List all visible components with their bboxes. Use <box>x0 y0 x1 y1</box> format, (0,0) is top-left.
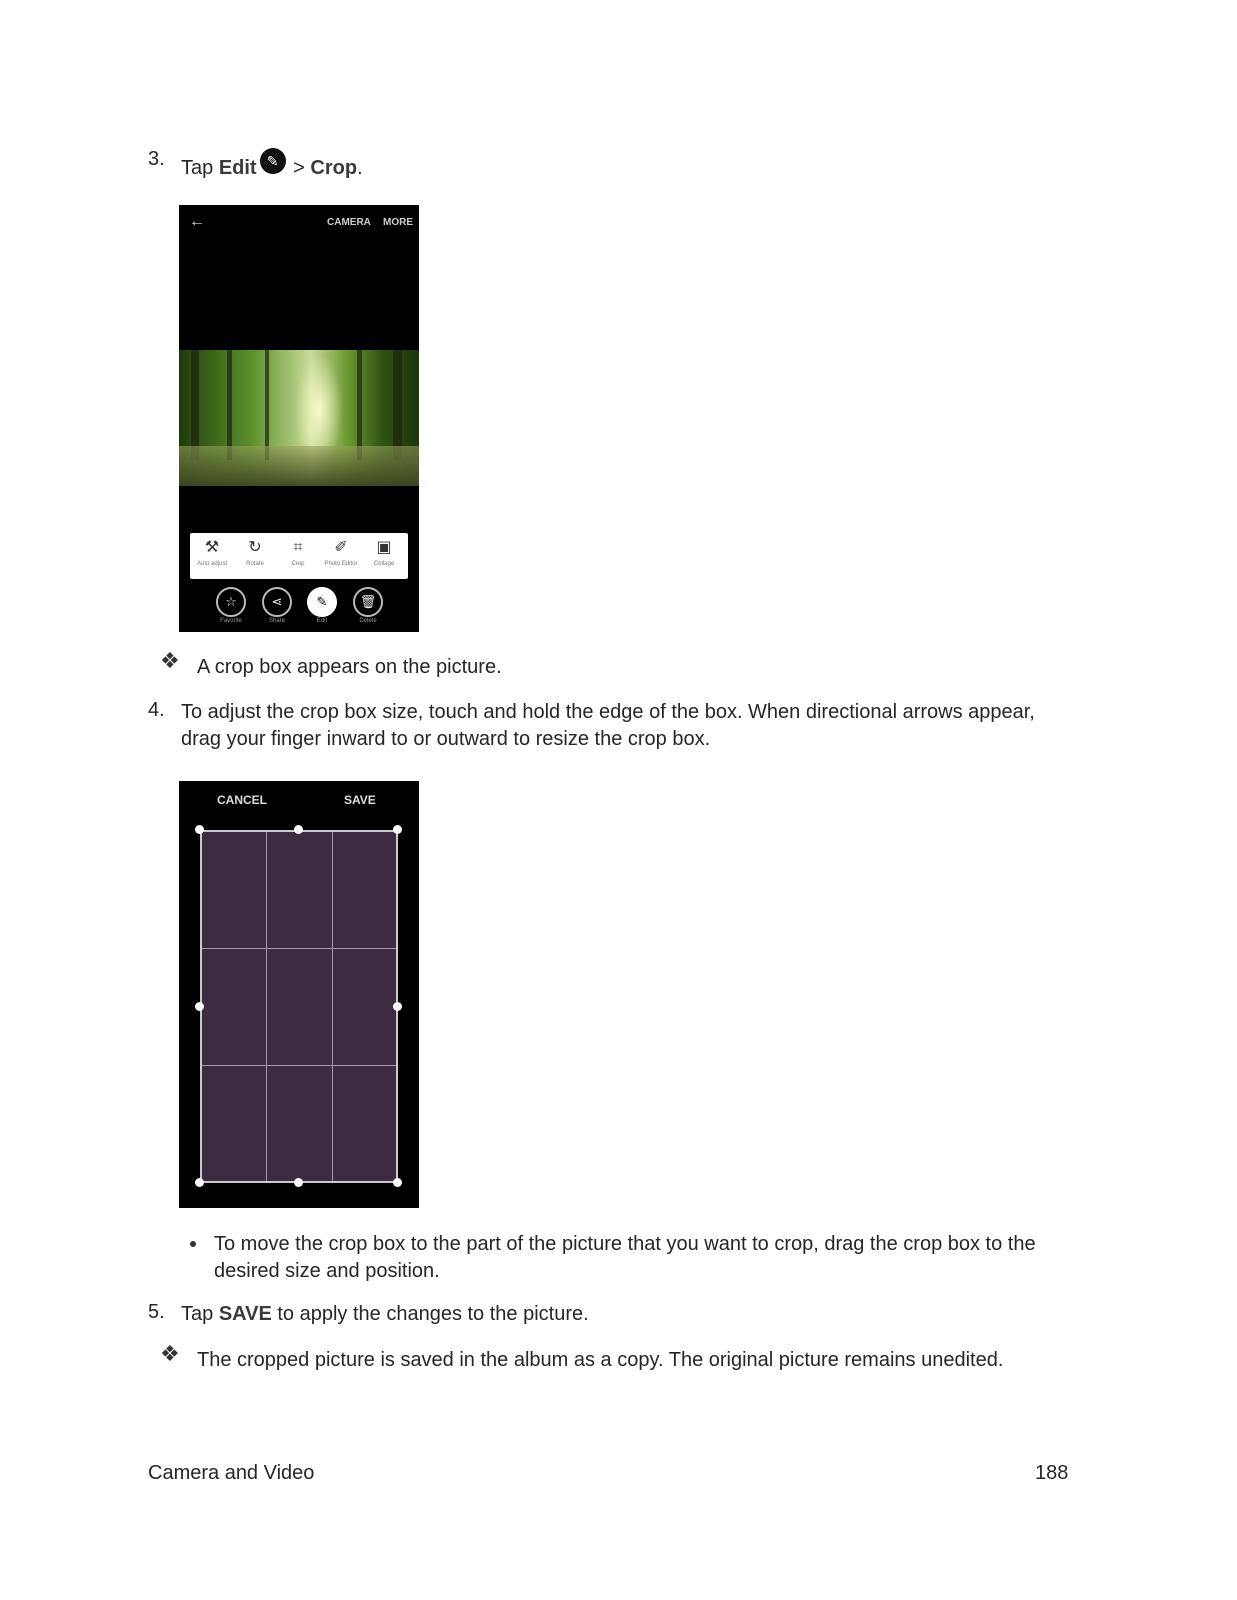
step-tap-word: Tap <box>181 1303 214 1325</box>
gallery-screenshot <box>179 205 419 632</box>
crop-handle-left[interactable] <box>195 1002 204 1011</box>
bullet-line: desired size and position. <box>214 1260 440 1282</box>
step-number: 4. <box>148 699 165 721</box>
tool-label: Crop <box>291 561 305 567</box>
tool-label: Rotate <box>246 561 264 567</box>
step-text <box>181 1301 1081 1328</box>
diamond-bullet-icon: ❖ <box>160 1341 180 1366</box>
crop-box[interactable] <box>200 830 398 1183</box>
note-text: A crop box appears on the picture. <box>197 656 502 678</box>
tool-photo-editor[interactable] <box>319 537 363 569</box>
bullet-dot <box>190 1241 196 1247</box>
forest-photo <box>179 350 419 486</box>
diamond-bullet-icon: ❖ <box>160 648 180 673</box>
rotate-icon: ↻ <box>248 539 262 556</box>
camera-button[interactable]: CAMERA <box>327 217 371 228</box>
crop-handle-bottom-left[interactable] <box>195 1178 204 1187</box>
delete-label: Delete <box>359 618 377 624</box>
tool-auto-adjust[interactable] <box>190 537 234 569</box>
cancel-button[interactable]: CANCEL <box>217 793 267 807</box>
magic-wand-icon: ⚒ <box>204 539 220 556</box>
save-button[interactable]: SAVE <box>344 793 376 807</box>
step-text <box>181 699 1081 753</box>
period: . <box>357 157 363 179</box>
crop-label: Crop <box>310 157 358 179</box>
edit-label: Edit <box>218 157 257 179</box>
step-rest: to apply the changes to the picture. <box>277 1303 589 1325</box>
crop-handle-top[interactable] <box>294 825 303 834</box>
step-line: To adjust the crop box size, touch and hold the edge of the box. When directional arrows appear, <box>181 701 1035 723</box>
delete-trash-icon[interactable]: 🗑 <box>353 587 383 617</box>
separator: > <box>293 157 305 179</box>
edit-toolbar <box>190 533 408 579</box>
crop-screenshot <box>179 781 419 1208</box>
crop-icon: ⌗ <box>293 539 303 556</box>
tool-label: Photo Editor <box>324 561 358 567</box>
footer-section: Camera and Video <box>148 1462 315 1484</box>
edit-pencil-icon: ✎ <box>260 148 286 174</box>
crop-handle-top-left[interactable] <box>195 825 204 834</box>
crop-handle-bottom-right[interactable] <box>393 1178 402 1187</box>
tool-label: Auto adjust <box>196 561 228 567</box>
favorite-star-icon[interactable]: ☆ <box>216 587 246 617</box>
edit-label: Edit <box>316 618 328 624</box>
favorite-label: Favorite <box>220 618 242 624</box>
step-text <box>181 148 1081 182</box>
share-icon[interactable]: ⋖ <box>262 587 292 617</box>
share-label: Share <box>268 618 285 624</box>
tool-rotate[interactable] <box>233 537 277 569</box>
photo-editor-icon: ✐ <box>334 539 348 556</box>
back-arrow-icon[interactable]: ← <box>189 213 205 230</box>
tool-label: Collage <box>373 561 395 567</box>
step-line: drag your finger inward to or outward to resize the crop box. <box>181 728 711 750</box>
bullet-line: To move the crop box to the part of the picture that you want to crop, drag the crop box to the <box>214 1233 1036 1255</box>
step-tap-word: Tap <box>181 157 214 179</box>
save-label: SAVE <box>218 1303 272 1325</box>
tool-collage[interactable] <box>362 537 406 569</box>
tool-crop[interactable] <box>276 537 320 569</box>
bullet-text <box>214 1231 1094 1285</box>
crop-handle-top-right[interactable] <box>393 825 402 834</box>
note-text: The cropped picture is saved in the album as a copy. The original picture remains unedited. <box>197 1349 1004 1371</box>
step-number: 3. <box>148 148 165 170</box>
collage-icon: ▣ <box>376 539 392 556</box>
step-number: 5. <box>148 1301 165 1323</box>
crop-handle-bottom[interactable] <box>294 1178 303 1187</box>
more-button[interactable]: MORE <box>383 217 413 228</box>
edit-pencil-icon[interactable]: ✎ <box>307 587 337 617</box>
crop-handle-right[interactable] <box>393 1002 402 1011</box>
page-number: 188 <box>1035 1462 1069 1484</box>
